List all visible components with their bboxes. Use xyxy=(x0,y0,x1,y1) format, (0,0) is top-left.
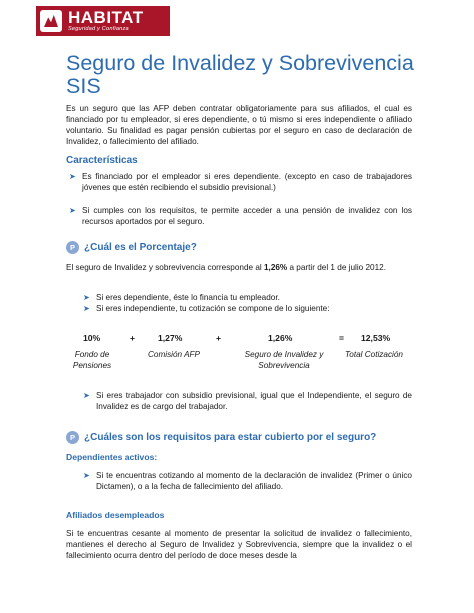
arrow-bullet-icon: ➤ xyxy=(83,391,90,400)
caracteristicas-item-2: ➤ Si cumples con los requisitos, te permite acceder a una pensión de invalidez con los recursos aportados por el seguro. xyxy=(69,206,412,226)
logo-brand-text: HABITAT xyxy=(68,8,144,28)
formula-comision-value: 1,27% xyxy=(158,333,183,343)
intro-paragraph: Es un seguro que las AFP deben contratar obligatoriamente para sus afiliados, el cual es financiado por tu empleador, si eres dependiente, o tú mismo si eres independiente o afiliado voluntario. Su finalidad es pagar pensión cubiertas por el seguro en caso de declaración de Invalidez, o fallecimiento del afiliado. xyxy=(66,104,412,146)
desempleados-paragraph: Si te encuentras cesante al momento de presentar la solicitud de invalidez o fallecimiento, mantienes el derecho al Seguro de Invalidez y Sobrevivencia, siempre que la invalidez o el fallecimiento ocurra dentro del período de doce meses desde la xyxy=(66,529,412,560)
question-p-icon: P xyxy=(66,241,79,254)
question-p-icon: P xyxy=(66,431,79,444)
desempleados-heading: Afiliados desempleados xyxy=(66,510,165,520)
formula-caption-seguro: Seguro de Invalidez y Sobrevivencia xyxy=(244,350,324,370)
q2-heading: ¿Cuáles son los requisitos para estar cubierto por el seguro? xyxy=(84,432,377,443)
formula-fondo-value: 10% xyxy=(83,333,101,343)
cotizacion-formula xyxy=(0,333,474,345)
arrow-bullet-icon: ➤ xyxy=(83,471,90,480)
formula-caption-total: Total Cotización xyxy=(345,350,403,359)
logo-afp: AFP xyxy=(132,2,146,9)
q1-heading: ¿Cuál es el Porcentaje? xyxy=(84,242,197,253)
arrow-bullet-icon: ➤ xyxy=(69,172,76,181)
dependientes-item: ➤ Si te encuentras cotizando al momento de la declaración de invalidez (Primer o único Dictamen), o a la fecha de fallecimiento del afiliado. xyxy=(83,471,412,491)
arrow-bullet-icon: ➤ xyxy=(69,206,76,215)
page-header xyxy=(0,0,474,40)
formula-equals: = xyxy=(339,333,345,343)
habitat-logo xyxy=(36,2,170,36)
q1-item-1: ➤ Si eres dependiente, éste lo financia tu empleador. xyxy=(83,293,280,302)
formula-plus-1: + xyxy=(130,333,136,343)
formula-caption-fondo: Fondo de Pensiones xyxy=(72,350,112,370)
q1-item-2: ➤ Si eres independiente, tu cotización se compone de lo siguiente: xyxy=(83,304,330,313)
page-title: Seguro de Invalidez y Sobrevivencia SIS xyxy=(66,51,414,98)
formula-seguro-value: 1,26% xyxy=(268,333,293,343)
formula-plus-2: + xyxy=(216,333,222,343)
caracteristicas-heading: Características xyxy=(66,155,138,166)
caracteristicas-item-1: ➤ Es financiado por el empleador si eres dependiente. (excepto en caso de trabajadores jóvenes que estén recibiendo el subsidio previsional.) xyxy=(69,172,412,192)
habitat-emblem-icon xyxy=(40,10,62,32)
arrow-bullet-icon: ➤ xyxy=(83,293,90,302)
logo-tagline: Seguridad y Confianza xyxy=(68,26,129,33)
formula-total-value: 12,53% xyxy=(361,333,391,343)
q1-paragraph: El seguro de Invalidez y sobrevivencia corresponde al 1,26% a partir del 1 de julio 2012. xyxy=(66,263,386,272)
q1-note: ➤ Si eres trabajador con subsidio previsional, igual que el Independiente, el seguro de Invalidez es de cargo del trabajador. xyxy=(83,391,412,411)
formula-caption-comision: Comisión AFP xyxy=(147,350,201,359)
dependientes-heading: Dependientes activos: xyxy=(66,452,158,462)
logo-brand xyxy=(68,2,146,28)
arrow-bullet-icon: ➤ xyxy=(83,304,90,313)
